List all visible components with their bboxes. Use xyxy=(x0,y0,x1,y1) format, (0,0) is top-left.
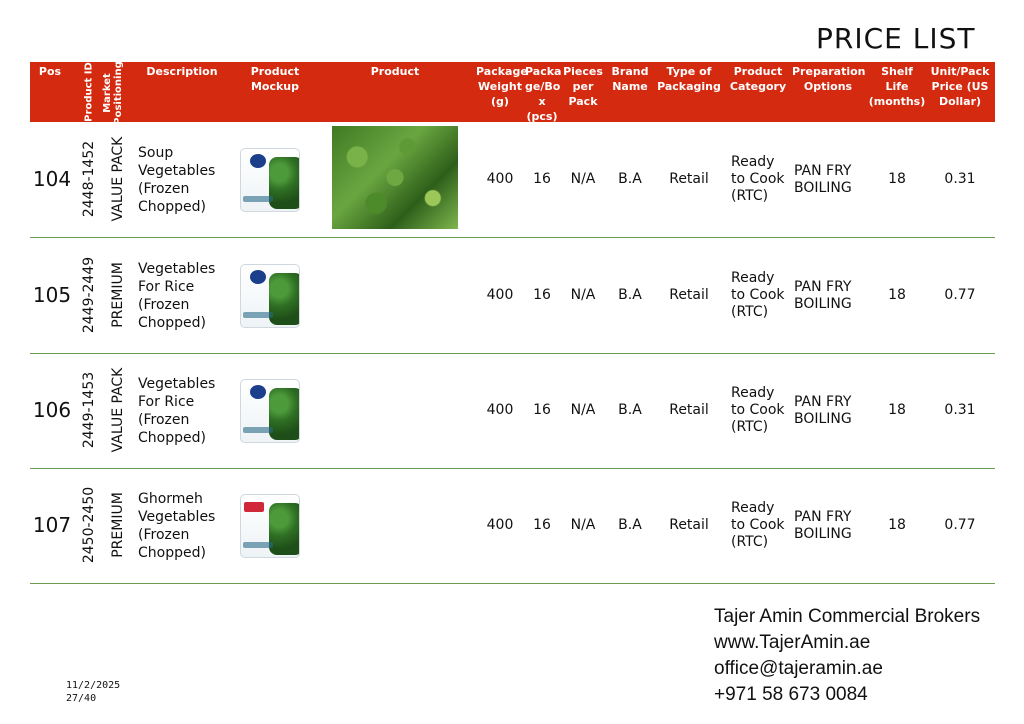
row-weight: 400 xyxy=(486,402,514,418)
row-category: Ready to Cook (RTC) xyxy=(731,385,785,435)
row-product-id: 2448-1452 xyxy=(81,140,97,218)
table-row xyxy=(30,353,995,469)
company-email: office@tajeramin.ae xyxy=(714,658,883,679)
row-per-box: 16 xyxy=(533,517,551,533)
row-weight: 400 xyxy=(486,517,514,533)
row-positioning: VALUE PACK xyxy=(110,136,126,222)
header-market-positioning xyxy=(102,61,124,124)
header-market-positioning-line1: Market xyxy=(102,73,113,113)
row-price: 0.31 xyxy=(944,171,976,187)
row-pieces: N/A xyxy=(570,517,596,533)
row-packaging: Retail xyxy=(669,287,709,303)
product-mockup-image xyxy=(240,264,300,328)
row-price: 0.77 xyxy=(944,287,976,303)
row-brand: B.A xyxy=(618,402,642,418)
table-row xyxy=(30,238,995,354)
row-per-box: 16 xyxy=(533,171,551,187)
row-brand: B.A xyxy=(618,517,642,533)
row-preparation: PAN FRY BOILING xyxy=(794,508,852,542)
footer-date: 11/2/2025 xyxy=(66,680,121,691)
header-package-weight: Package Weight (g) xyxy=(476,65,528,108)
row-positioning: VALUE PACK xyxy=(110,367,126,453)
row-packaging: Retail xyxy=(669,402,709,418)
row-description: Vegetables For Rice (Frozen Chopped) xyxy=(138,375,216,446)
row-shelf-life: 18 xyxy=(888,287,906,303)
header-package-box: Packa ge/Bo x (pcs) xyxy=(525,65,562,123)
row-product-id: 2450-2450 xyxy=(81,486,97,564)
footer-meta xyxy=(66,679,120,705)
row-description: Soup Vegetables (Frozen Chopped) xyxy=(138,144,216,215)
row-brand: B.A xyxy=(618,287,642,303)
row-per-box: 16 xyxy=(533,287,551,303)
row-packaging: Retail xyxy=(669,517,709,533)
row-description: Vegetables For Rice (Frozen Chopped) xyxy=(138,260,216,331)
row-category: Ready to Cook (RTC) xyxy=(731,270,785,320)
page-title: PRICE LIST xyxy=(816,22,976,55)
row-pieces: N/A xyxy=(570,287,596,303)
product-mockup-image xyxy=(240,379,300,443)
footer-page-number: 27/40 xyxy=(66,693,97,704)
row-preparation: PAN FRY BOILING xyxy=(794,393,852,427)
row-price: 0.77 xyxy=(944,517,976,533)
row-positioning: PREMIUM xyxy=(110,262,126,328)
row-pieces: N/A xyxy=(570,402,596,418)
header-market-positioning-line2: Positioning xyxy=(113,61,124,125)
row-description: Ghormeh Vegetables (Frozen Chopped) xyxy=(138,490,216,561)
header-product-category: Product Category xyxy=(729,65,787,93)
company-name: Tajer Amin Commercial Brokers xyxy=(714,606,981,627)
header-product-mockup: Product Mockup xyxy=(250,65,300,93)
row-product-id: 2449-2449 xyxy=(81,256,97,334)
row-weight: 400 xyxy=(486,287,514,303)
header-product: Product xyxy=(370,65,420,78)
product-photo xyxy=(332,126,458,229)
header-preparation-options: Preparation Options xyxy=(792,65,866,93)
header-unit-price: Unit/Pack Price (US Dollar) xyxy=(930,65,990,108)
row-positioning: PREMIUM xyxy=(110,492,126,558)
row-category: Ready to Cook (RTC) xyxy=(731,500,785,550)
row-preparation: PAN FRY BOILING xyxy=(794,162,852,196)
row-brand: B.A xyxy=(618,171,642,187)
header-pieces-per-pack: Pieces per Pack xyxy=(563,65,603,108)
row-per-box: 16 xyxy=(533,402,551,418)
company-website: www.TajerAmin.ae xyxy=(714,632,871,653)
contact-block xyxy=(714,604,980,708)
row-pos: 106 xyxy=(32,398,72,422)
row-pos: 105 xyxy=(32,283,72,307)
row-price: 0.31 xyxy=(944,402,976,418)
table-row xyxy=(30,468,995,584)
row-pos: 107 xyxy=(32,513,72,537)
row-preparation: PAN FRY BOILING xyxy=(794,278,852,312)
row-product-id: 2449-1453 xyxy=(81,371,97,449)
header-brand-name: Brand Name xyxy=(611,65,649,93)
row-shelf-life: 18 xyxy=(888,517,906,533)
row-shelf-life: 18 xyxy=(888,402,906,418)
header-shelf-life: Shelf Life (months) xyxy=(868,65,926,108)
product-mockup-image xyxy=(240,148,300,212)
company-phone: +971 58 673 0084 xyxy=(714,684,868,705)
table-row xyxy=(30,122,995,238)
row-pos: 104 xyxy=(32,167,72,191)
header-type-of-packaging: Type of Packaging xyxy=(657,65,721,93)
row-category: Ready to Cook (RTC) xyxy=(731,154,785,204)
header-description: Description xyxy=(146,65,218,78)
row-packaging: Retail xyxy=(669,171,709,187)
product-mockup-image xyxy=(240,494,300,558)
row-pieces: N/A xyxy=(570,171,596,187)
row-weight: 400 xyxy=(486,171,514,187)
header-product-id: Product ID xyxy=(83,62,95,122)
row-shelf-life: 18 xyxy=(888,171,906,187)
table-header xyxy=(30,61,995,125)
header-pos: Pos xyxy=(38,65,62,78)
